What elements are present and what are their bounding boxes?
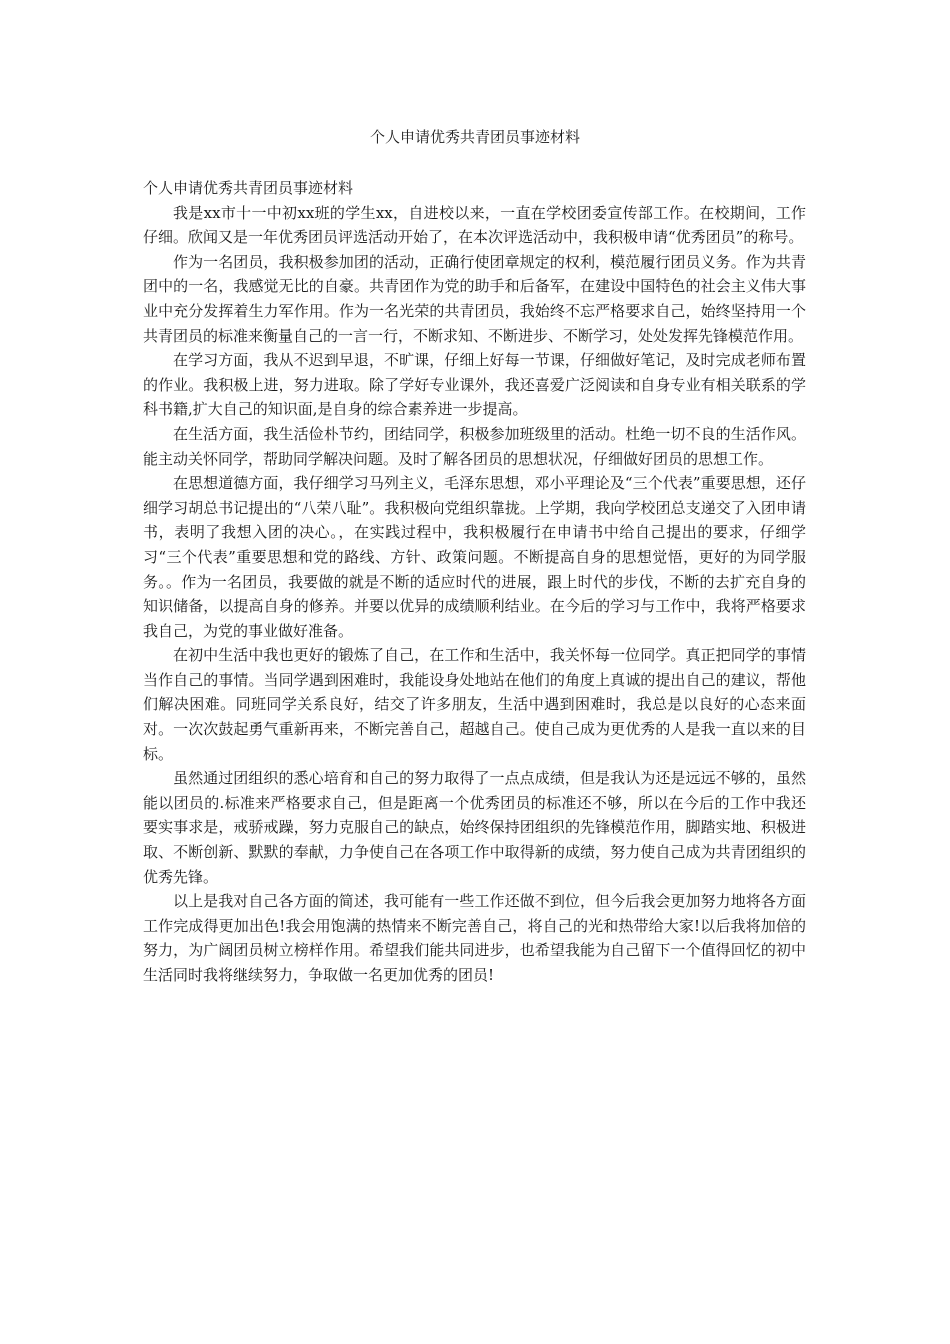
paragraph-study: 在学习方面，我从不迟到早退，不旷课，仔细上好每一节课，仔细做好笔记，及时完成老师布置的作业。我积极上进，努力进取。除了学好专业课外，我还喜爱广泛阅读和自身专业有相关联系的学科书籍,扩大自己的知识面,是自身的综合素养进一步提高。: [143, 351, 806, 419]
paragraph-reflection: 虽然通过团组织的悉心培育和自己的努力取得了一点点成绩，但是我认为还是远远不够的，虽然能以团员的.标准来严格要求自己，但是距离一个优秀团员的标准还不够，所以在今后的工作中我还要实事求是，戒骄戒躁，努力克服自己的缺点，始终保持团组织的先锋模范作用，脚踏实地、积极进取、不断创新、默默的奉献，力争使自己在各项工作中取得新的成绩，努力使自己成为共青团组织的优秀先锋。: [143, 769, 806, 886]
paragraph-ideology: 在思想道德方面，我仔细学习马列主义，毛泽东思想，邓小平理论及“三个代表”重要思想，还仔细学习胡总书记提出的“八荣八耻”。我积极向党组织靠拢。上学期，我向学校团总支递交了入团申请书，表明了我想入团的决心。，在实践过程中，我积极履行在申请书中给自己提出的要求，仔细学习“三个代表”重要思想和党的路线、方针、政策问题。不断提高自身的思想觉悟，更好的为同学服务。。作为一名团员，我要做的就是不断的适应时代的进展，跟上时代的步伐，不断的去扩充自身的知识储备，以提高自身的修养。并要以优异的成绩顺利结业。在今后的学习与工作中，我将严格要求我自己，为党的事业做好准备。: [143, 474, 806, 640]
document-title: 个人申请优秀共青团员事迹材料: [369, 128, 580, 146]
document-subtitle: 个人申请优秀共青团员事迹材料: [143, 179, 354, 197]
paragraph-life: 在生活方面，我生活俭朴节约，团结同学，积极参加班级里的活动。杜绝一切不良的生活作风。能主动关怀同学，帮助同学解决问题。及时了解各团员的思想状况，仔细做好团员的思想工作。: [143, 424, 806, 468]
paragraph-growth: 在初中生活中我也更好的锻炼了自己，在工作和生活中，我关怀每一位同学。真正把同学的事情当作自己的事情。当同学遇到困难时，我能设身处地站在他们的角度上真诚的提出自己的建议，帮他们解决困难。同班同学关系良好，结交了许多朋友，生活中遇到困难时，我总是以良好的心态来面对。一次次鼓起勇气重新再来，不断完善自己，超越自己。使自己成为更优秀的人是我一直以来的目标。: [143, 646, 806, 763]
paragraph-member: 作为一名团员，我积极参加团的活动，正确行使团章规定的权利，模范履行团员义务。作为共青团中的一名，我感觉无比的自豪。共青团作为党的助手和后备军，在建设中国特色的社会主义伟大事业中充分发挥着生力军作用。作为一名光荣的共青团员，我始终不忘严格要求自己，始终坚持用一个共青团员的标准来衡量自己的一言一行，不断求知、不断进步、不断学习，处处发挥先锋模范作用。: [143, 252, 806, 345]
paragraph-intro: 我是xx市十一中初xx班的学生xx，自进校以来，一直在学校团委宣传部工作。在校期间，工作仔细。欣闻又是一年优秀团员评选活动开始了，在本次评选活动中，我积极申请“优秀团员”的称号。: [143, 203, 806, 247]
document-body: [143, 176, 806, 988]
paragraph-conclusion: 以上是我对自己各方面的简述，我可能有一些工作还做不到位，但今后我会更加努力地将各方面工作完成得更加出色!我会用饱满的热情来不断完善自己，将自己的光和热带给大家!以后我将加倍的努力，为广阔团员树立榜样作用。希望我们能共同进步，也希望我能为自己留下一个值得回忆的初中生活同时我将继续努力，争取做一名更加优秀的团员!: [143, 892, 806, 984]
